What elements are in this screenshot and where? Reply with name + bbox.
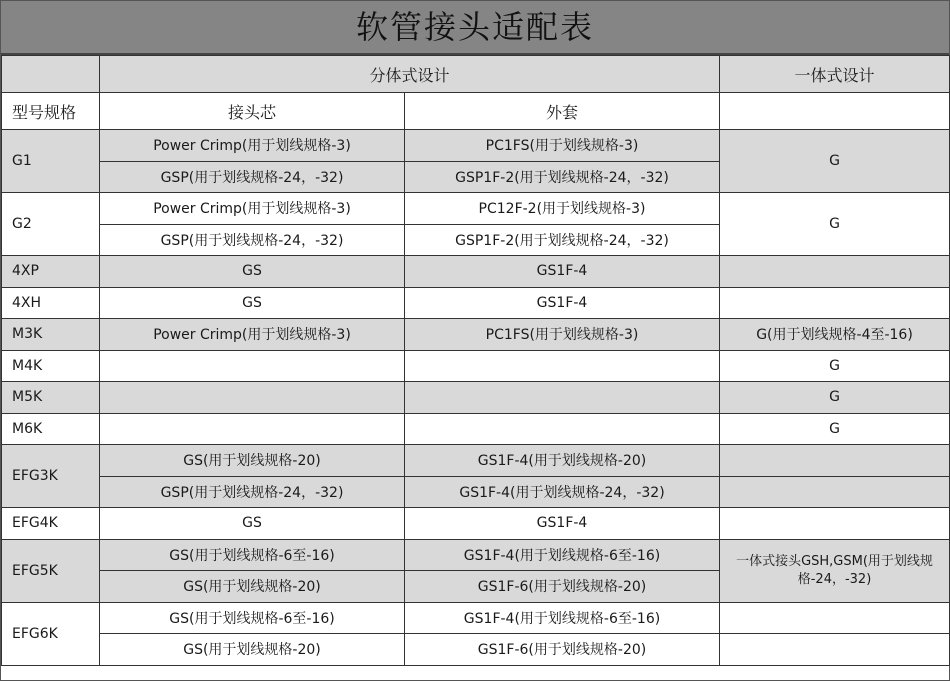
core-cell bbox=[100, 350, 405, 382]
row-model: M6K bbox=[2, 413, 100, 445]
header-integral-empty bbox=[720, 93, 950, 130]
sleeve-cell: GS1F-4 bbox=[405, 508, 720, 540]
sleeve-cell: GSP1F-2(用于划线规格-24，-32) bbox=[405, 224, 720, 256]
header-integral-design: 一体式设计 bbox=[720, 56, 950, 93]
sleeve-cell: GS1F-4(用于划线规格-6至-16) bbox=[405, 602, 720, 634]
row-model: M5K bbox=[2, 382, 100, 414]
header-model: 型号规格 bbox=[2, 93, 100, 130]
sleeve-cell: GS1F-4(用于划线规格-20) bbox=[405, 445, 720, 477]
row-model: 4XH bbox=[2, 287, 100, 319]
sleeve-cell: GSP1F-2(用于划线规格-24，-32) bbox=[405, 161, 720, 193]
integral-cell bbox=[720, 476, 950, 508]
integral-cell bbox=[720, 287, 950, 319]
core-cell: GS bbox=[100, 287, 405, 319]
integral-cell: G bbox=[720, 413, 950, 445]
integral-cell: G(用于划线规格-4至-16) bbox=[720, 319, 950, 351]
sleeve-cell: PC1FS(用于划线规格-3) bbox=[405, 319, 720, 351]
row-model: EFG3K bbox=[2, 445, 100, 508]
sleeve-cell: GS1F-6(用于划线规格-20) bbox=[405, 571, 720, 603]
core-cell: GSP(用于划线规格-24，-32) bbox=[100, 224, 405, 256]
adapter-table bbox=[1, 55, 950, 666]
integral-cell bbox=[720, 256, 950, 288]
row-model: 4XP bbox=[2, 256, 100, 288]
integral-cell: G bbox=[720, 130, 950, 193]
table-title: 软管接头适配表 bbox=[1, 1, 949, 55]
core-cell: GS(用于划线规格-6至-16) bbox=[100, 539, 405, 571]
core-cell bbox=[100, 413, 405, 445]
sleeve-cell: GS1F-4 bbox=[405, 287, 720, 319]
sleeve-cell: PC1FS(用于划线规格-3) bbox=[405, 130, 720, 162]
core-cell: GS(用于划线规格-20) bbox=[100, 634, 405, 666]
integral-cell: G bbox=[720, 193, 950, 256]
core-cell: GSP(用于划线规格-24，-32) bbox=[100, 476, 405, 508]
header-core: 接头芯 bbox=[100, 93, 405, 130]
row-model: G1 bbox=[2, 130, 100, 193]
row-model: M4K bbox=[2, 350, 100, 382]
row-model: EFG4K bbox=[2, 508, 100, 540]
integral-cell bbox=[720, 634, 950, 666]
integral-cell: G bbox=[720, 382, 950, 414]
row-model: EFG5K bbox=[2, 539, 100, 602]
core-cell: Power Crimp(用于划线规格-3) bbox=[100, 193, 405, 225]
core-cell: GS(用于划线规格-6至-16) bbox=[100, 602, 405, 634]
sleeve-cell bbox=[405, 382, 720, 414]
row-model: EFG6K bbox=[2, 602, 100, 665]
row-model: G2 bbox=[2, 193, 100, 256]
integral-cell bbox=[720, 602, 950, 634]
core-cell: GSP(用于划线规格-24，-32) bbox=[100, 161, 405, 193]
integral-cell bbox=[720, 508, 950, 540]
header-corner bbox=[2, 56, 100, 93]
sleeve-cell bbox=[405, 413, 720, 445]
core-cell: GS bbox=[100, 508, 405, 540]
sleeve-cell: GS1F-4(用于划线规格-24，-32) bbox=[405, 476, 720, 508]
integral-cell bbox=[720, 445, 950, 477]
core-cell: GS(用于划线规格-20) bbox=[100, 571, 405, 603]
integral-cell: 一体式接头GSH,GSM(用于划线规格-24，-32) bbox=[720, 539, 950, 602]
sleeve-cell: PC12F-2(用于划线规格-3) bbox=[405, 193, 720, 225]
header-sleeve: 外套 bbox=[405, 93, 720, 130]
core-cell bbox=[100, 382, 405, 414]
integral-cell: G bbox=[720, 350, 950, 382]
sleeve-cell: GS1F-4 bbox=[405, 256, 720, 288]
sleeve-cell: GS1F-6(用于划线规格-20) bbox=[405, 634, 720, 666]
core-cell: Power Crimp(用于划线规格-3) bbox=[100, 319, 405, 351]
header-split-design: 分体式设计 bbox=[100, 56, 720, 93]
sleeve-cell: GS1F-4(用于划线规格-6至-16) bbox=[405, 539, 720, 571]
core-cell: GS(用于划线规格-20) bbox=[100, 445, 405, 477]
core-cell: Power Crimp(用于划线规格-3) bbox=[100, 130, 405, 162]
core-cell: GS bbox=[100, 256, 405, 288]
sleeve-cell bbox=[405, 350, 720, 382]
row-model: M3K bbox=[2, 319, 100, 351]
